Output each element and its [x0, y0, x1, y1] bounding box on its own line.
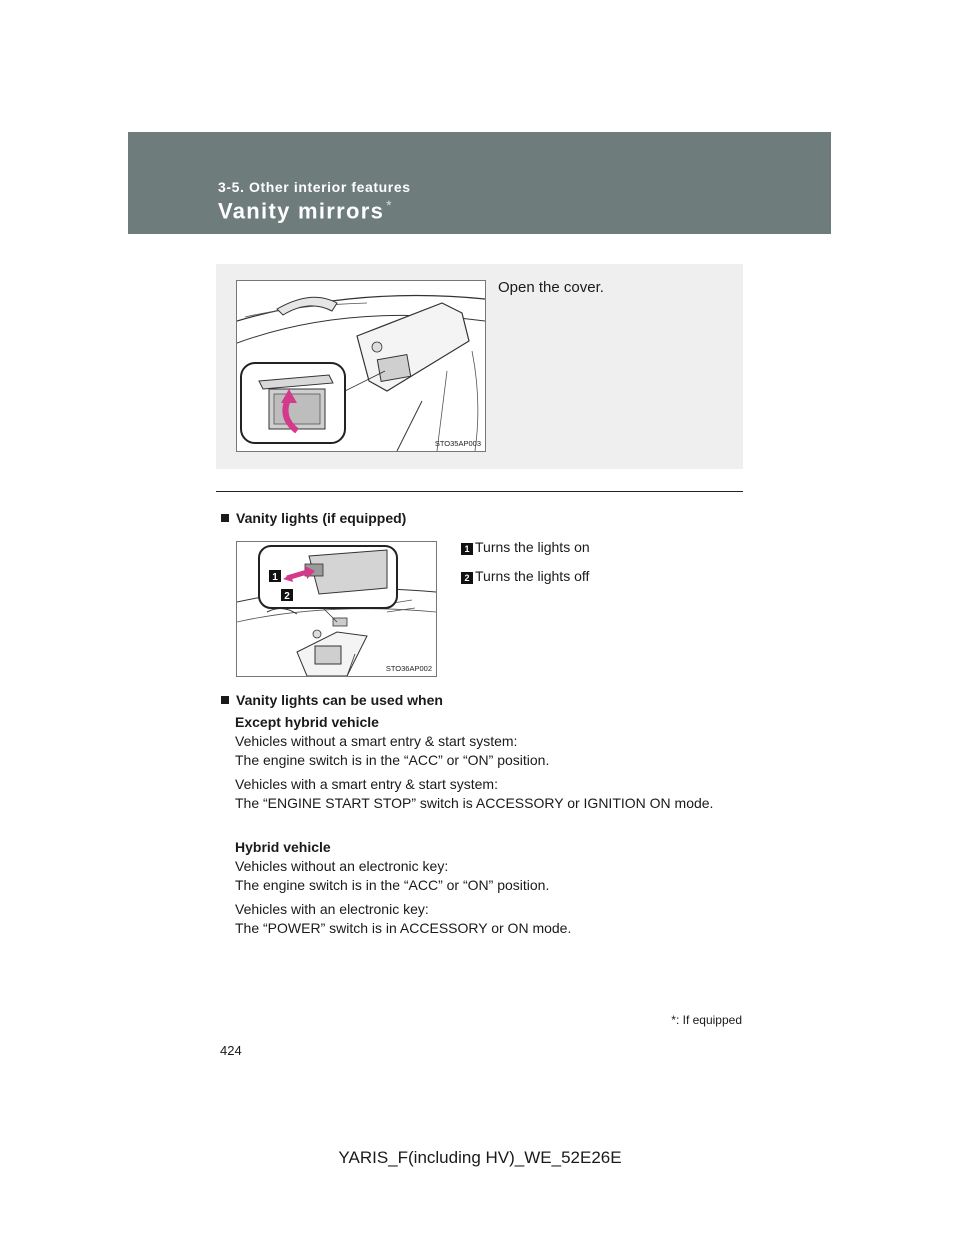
paragraph-line: Vehicles without an electronic key: [235, 858, 449, 874]
callout-text: Turns the lights off [475, 568, 590, 584]
paragraph-line: The engine switch is in the “ACC” or “ON” position. [235, 752, 550, 768]
footnote-text: : If equipped [675, 1013, 742, 1027]
hybrid-block [235, 838, 743, 895]
vanity-lights-heading-text: Vanity lights (if equipped) [236, 510, 407, 526]
step-instruction: Open the cover. [498, 279, 604, 296]
paragraph-line: Vehicles without a smart entry & start system: [235, 733, 518, 749]
svg-text:1: 1 [272, 572, 278, 583]
equipment-asterisk: * [386, 197, 393, 213]
paragraph-line: The “POWER” switch is in ACCESSORY or ON mode. [235, 920, 572, 936]
svg-text:2: 2 [284, 591, 290, 602]
document-code: YARIS_F(including HV)_WE_52E26E [338, 1148, 622, 1167]
smart-entry-block [235, 775, 743, 813]
sun-visor-drawing [237, 281, 485, 451]
except-hybrid-heading: Except hybrid vehicle [235, 714, 379, 730]
vanity-lights-illustration [236, 541, 437, 677]
electronic-key-block [235, 900, 743, 938]
callout-lights-off [461, 568, 589, 584]
bullet-square-icon [221, 696, 229, 704]
paragraph-line: Vehicles with a smart entry & start system: [235, 776, 498, 792]
sun-visor-mirror-illustration [236, 280, 486, 452]
paragraph-line: The engine switch is in the “ACC” or “ON” position. [235, 877, 550, 893]
figure-code: STO36AP002 [385, 664, 432, 673]
figure-code: STO35AP003 [434, 439, 481, 448]
footnote-asterisk: * [671, 1013, 676, 1027]
page-number: 424 [220, 1043, 242, 1058]
paragraph-line: The “ENGINE START STOP” switch is ACCESSORY or IGNITION ON mode. [235, 795, 714, 811]
callout-lights-on [461, 539, 590, 555]
paragraph-line: Vehicles with an electronic key: [235, 901, 429, 917]
usage-heading-text: Vanity lights can be used when [236, 692, 443, 708]
usage-heading [221, 692, 443, 708]
page-title-text: Vanity mirrors [218, 198, 385, 224]
callout-number: 1 [461, 543, 473, 555]
callout-number: 2 [461, 572, 473, 584]
callout-text: Turns the lights on [475, 539, 590, 555]
except-hybrid-block [235, 713, 743, 770]
section-divider [216, 491, 743, 492]
vanity-lights-heading [221, 510, 406, 526]
footnote [671, 1013, 742, 1027]
page-title [218, 197, 393, 224]
bullet-square-icon [221, 514, 229, 522]
vanity-lights-drawing [237, 542, 436, 676]
section-label: 3-5. Other interior features [218, 179, 411, 195]
hybrid-heading: Hybrid vehicle [235, 839, 331, 855]
